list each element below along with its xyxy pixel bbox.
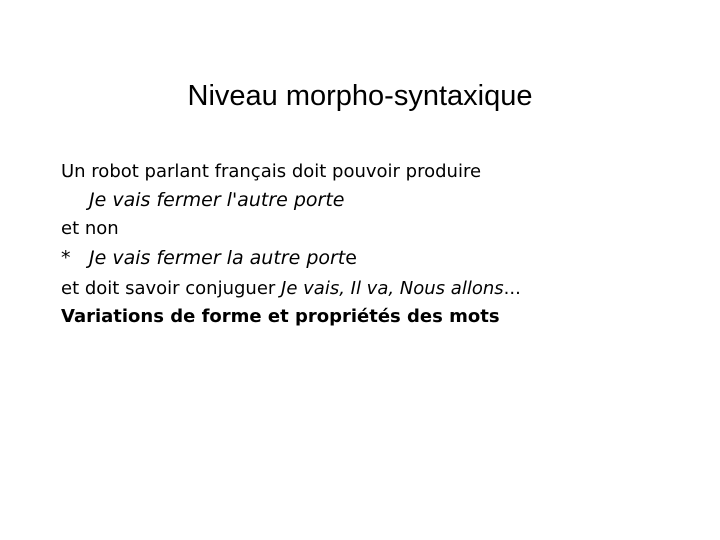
- correct-example-line: [61, 188, 345, 212]
- conjugation-line: [61, 277, 521, 301]
- ungrammatical-marker: *: [61, 247, 71, 269]
- incorrect-example-text: Je vais fermer la autre port: [89, 247, 346, 269]
- intro-line: Un robot parlant français doit pouvoir produire: [61, 161, 482, 182]
- incorrect-example-line: [61, 246, 357, 270]
- slide-title: Niveau morpho-syntaxique: [187, 80, 533, 112]
- conjugation-examples: Je vais, Il va, Nous allons: [281, 278, 504, 299]
- conjugation-ellipsis: ...: [503, 278, 521, 299]
- incorrect-example-tail: e: [345, 247, 357, 269]
- summary-line: Variations de forme et propriétés des mots: [61, 306, 500, 327]
- contrast-line: et non: [61, 218, 119, 239]
- conjugation-text: et doit savoir conjuguer: [61, 278, 282, 299]
- correct-example-text: Je vais fermer l'autre porte: [89, 189, 345, 211]
